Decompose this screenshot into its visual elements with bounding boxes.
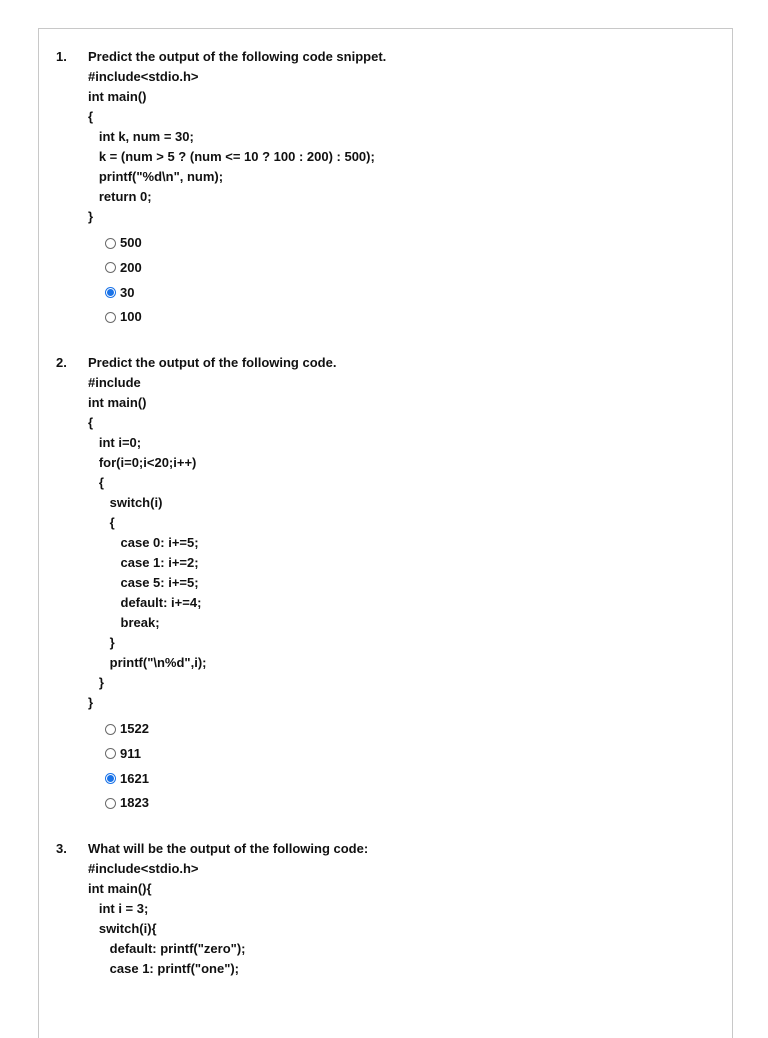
code-line: #include<stdio.h> [88, 861, 199, 876]
question-body [88, 353, 722, 816]
question-number: 2. [56, 355, 67, 370]
question-prompt: Predict the output of the following code. [88, 355, 337, 370]
code-snippet [88, 373, 722, 713]
code-line: default: printf("zero"); [88, 941, 246, 956]
code-line: switch(i){ [88, 921, 157, 936]
code-line: #include<stdio.h> [88, 69, 199, 84]
code-line: printf("%d\n", num); [88, 169, 224, 184]
radio-button[interactable] [105, 748, 116, 759]
answer-options [88, 717, 722, 816]
code-line: } [88, 695, 94, 710]
radio-button-selected[interactable] [105, 773, 116, 784]
code-line: } [88, 209, 94, 224]
question-prompt: What will be the output of the following code: [88, 841, 369, 856]
code-line: k = (num > 5 ? (num <= 10 ? 100 : 200) : 500); [88, 149, 375, 164]
code-line: int k, num = 30; [88, 129, 194, 144]
answer-option[interactable] [88, 766, 722, 791]
code-line: return 0; [88, 189, 152, 204]
answer-option[interactable] [88, 717, 722, 742]
code-line: for(i=0;i<20;i++) [88, 455, 197, 470]
option-label: 1522 [120, 721, 149, 737]
code-line: } [88, 635, 115, 650]
option-label: 1621 [120, 770, 149, 786]
code-line: { [88, 515, 115, 530]
code-snippet [88, 859, 722, 979]
question-body [88, 839, 722, 979]
option-label: 1823 [120, 795, 149, 811]
code-line: break; [88, 615, 160, 630]
code-line: case 1: i+=2; [88, 555, 199, 570]
question-number: 3. [56, 841, 67, 856]
code-line: case 1: printf("one"); [88, 961, 240, 976]
radio-button[interactable] [105, 312, 116, 323]
radio-button[interactable] [105, 798, 116, 809]
code-line: default: i+=4; [88, 595, 202, 610]
option-label: 500 [120, 235, 142, 251]
code-line: int i = 3; [88, 901, 149, 916]
code-line: case 0: i+=5; [88, 535, 199, 550]
code-line: } [88, 675, 104, 690]
code-line: int i=0; [88, 435, 142, 450]
answer-option[interactable] [88, 305, 722, 330]
option-label: 100 [120, 309, 142, 325]
option-label: 30 [120, 284, 135, 300]
option-label: 911 [120, 745, 141, 761]
radio-button[interactable] [105, 262, 116, 273]
code-line: { [88, 415, 94, 430]
code-line: #include [88, 375, 141, 390]
answer-option[interactable] [88, 280, 722, 305]
answer-option[interactable] [88, 231, 722, 256]
code-line: switch(i) [88, 495, 163, 510]
code-line: int main() [88, 89, 147, 104]
code-line: int main(){ [88, 881, 152, 896]
answer-option[interactable] [88, 742, 722, 767]
code-snippet [88, 67, 722, 227]
answer-options [88, 231, 722, 330]
quiz-card [38, 28, 733, 1038]
answer-option[interactable] [88, 256, 722, 281]
code-line: int main() [88, 395, 147, 410]
answer-option[interactable] [88, 791, 722, 816]
question-body [88, 47, 722, 330]
radio-button-selected[interactable] [105, 287, 116, 298]
code-line: { [88, 475, 104, 490]
radio-button[interactable] [105, 724, 116, 735]
code-line: printf("\n%d",i); [88, 655, 207, 670]
question-prompt: Predict the output of the following code snippet. [88, 49, 387, 64]
code-line: case 5: i+=5; [88, 575, 199, 590]
option-label: 200 [120, 259, 142, 275]
radio-button[interactable] [105, 238, 116, 249]
question-number: 1. [56, 49, 67, 64]
code-line: { [88, 109, 94, 124]
